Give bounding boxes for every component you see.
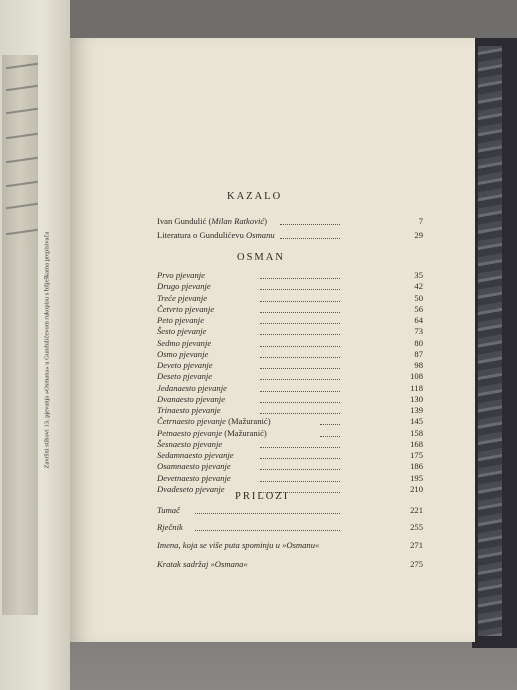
toc-entry-label: Osmo pjevanje <box>157 348 209 359</box>
toc-entry-label: Kratak sadržaj »Osmana« <box>157 559 248 569</box>
toc-entry-page: 186 <box>410 461 423 472</box>
toc-entry-page: 108 <box>410 371 423 382</box>
toc-entry-label: Rječnik <box>157 522 183 532</box>
facsimile-caption: Završni stihovi 13. pjevanja »Osmana« u Gundulićevom rukopisu s bilješkama prepisivača <box>43 231 51 469</box>
toc-entry-page: 35 <box>414 270 423 280</box>
toc-entry-label: Tumač <box>157 505 180 515</box>
toc-entry-label: Sedamnaesto pjevanje <box>157 450 234 460</box>
toc-entry-page: 168 <box>410 438 423 449</box>
toc-entry <box>70 559 475 572</box>
toc-entry-label: Ivan Gundulić (Milan Ratković) <box>157 216 268 226</box>
toc-entry-label: Šesto pjevanje <box>157 326 207 337</box>
toc-entry-label: Imena, koja se više puta spominju u »Osmanu« <box>157 540 320 550</box>
toc-entry-page: 158 <box>410 427 423 438</box>
toc-entry-page: 42 <box>414 281 423 292</box>
left-page <box>0 0 70 690</box>
toc-entry-page: 210 <box>410 483 423 494</box>
handwriting-stroke <box>6 133 38 139</box>
handwriting-stroke <box>6 181 38 187</box>
toc-entry <box>70 216 475 229</box>
toc-entry-page: 64 <box>414 315 423 325</box>
handwriting-stroke <box>6 108 38 114</box>
section-heading-prilozi: PRILOZI <box>235 491 290 502</box>
toc-entry <box>70 505 475 518</box>
toc-entry-page: 145 <box>410 416 423 427</box>
toc-entry-page: 255 <box>410 522 423 532</box>
toc-entry-page: 29 <box>414 230 423 240</box>
toc-entry-page: 50 <box>414 292 423 303</box>
toc-entry-page: 7 <box>418 216 423 226</box>
toc-entry-label: Trinaesto pjevanje <box>157 405 221 415</box>
toc-entry-label: Peto pjevanje <box>157 315 205 325</box>
handwriting-stroke <box>6 157 38 163</box>
toc-entry-label: Četrnaesto pjevanje (Mažuranić) <box>157 416 271 427</box>
toc-entry <box>70 230 475 243</box>
toc-entry-label: Prvo pjevanje <box>157 270 205 280</box>
toc-entry-page: 87 <box>414 348 423 359</box>
contents-page <box>70 38 475 642</box>
toc-entry-page: 271 <box>410 540 423 550</box>
handwriting-stroke <box>6 63 38 69</box>
toc-entry-label: Deveto pjevanje <box>157 360 213 370</box>
handwriting-stroke <box>6 229 38 235</box>
toc-entry <box>70 540 475 553</box>
toc-entry-page: 130 <box>410 393 423 404</box>
toc-entry-page: 275 <box>410 559 423 569</box>
toc-entry-page: 80 <box>414 337 423 348</box>
manuscript-facsimile <box>2 55 38 615</box>
handwriting-stroke <box>6 85 38 91</box>
toc-entry-label: Jedanaesto pjevanje <box>157 382 227 393</box>
toc-entry-page: 139 <box>410 405 423 415</box>
toc-entry-label: Dvanaesto pjevanje <box>157 393 226 404</box>
handwriting-stroke <box>6 203 38 209</box>
toc-entry-page: 221 <box>410 505 423 515</box>
toc-entry-label: Šesnaesto pjevanje <box>157 438 223 449</box>
section-heading-osman: OSMAN <box>237 252 285 263</box>
toc-entry-label: Četvrto pjevanje <box>157 303 215 314</box>
toc-entry-label: Sedmo pjevanje <box>157 337 212 348</box>
toc-entry-label: Devetnaesto pjevanje <box>157 472 231 483</box>
toc-entry-label: Deseto pjevanje <box>157 371 213 382</box>
toc-entry-page: 73 <box>414 326 423 337</box>
toc-entry-page: 118 <box>410 382 423 393</box>
toc-entry-page: 195 <box>410 472 423 483</box>
toc-entry-label: Treće pjevanje <box>157 292 208 303</box>
toc-entry-label: Dvadeseto pjevanje <box>157 483 225 494</box>
toc-entry-label: Petnaesto pjevanje (Mažuranić) <box>157 427 267 438</box>
toc-entry-label: Literatura o Gundulićevu Osmanu <box>157 230 275 240</box>
book-cover-edge <box>472 38 517 648</box>
toc-entry-page: 98 <box>414 360 423 370</box>
page-title: KAZALO <box>227 191 283 202</box>
toc-entry-page: 175 <box>410 450 423 460</box>
toc-entry <box>70 522 475 535</box>
toc-entry-label: Osamnaesto pjevanje <box>157 461 231 472</box>
toc-entry-label: Drugo pjevanje <box>157 281 211 292</box>
toc-entry-page: 56 <box>414 303 423 314</box>
